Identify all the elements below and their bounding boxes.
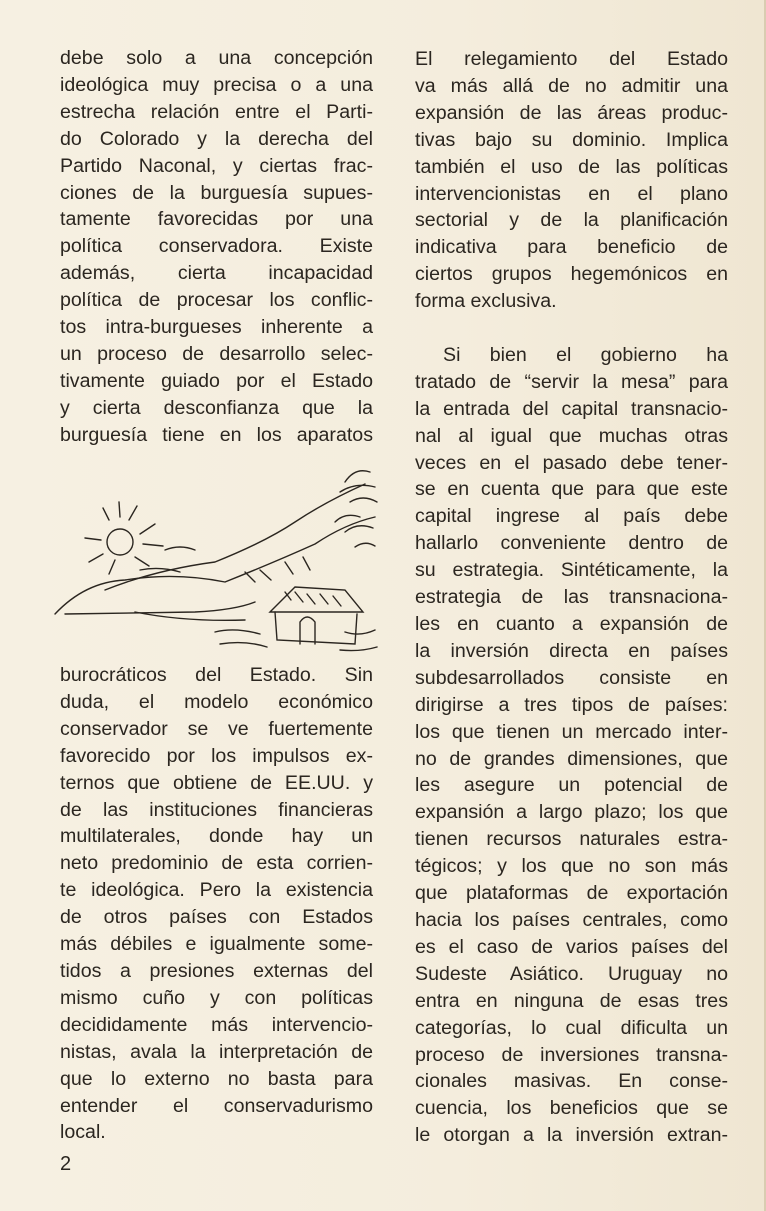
text-line: que plataformas de exportación bbox=[415, 882, 728, 905]
text-line: tivas bajo su dominio. Implica bbox=[415, 128, 728, 151]
text-line: expansión de las áreas produc- bbox=[415, 101, 728, 124]
text-line: dirigirse a tres tipos de países: bbox=[415, 693, 728, 716]
text-line: política conservadora. Existe bbox=[60, 235, 373, 258]
text-line: indicativa para beneficio de bbox=[415, 236, 728, 259]
text-line: los que tienen un mercado inter- bbox=[415, 720, 728, 743]
text-line: ciertos grupos hegemónicos en bbox=[415, 263, 728, 286]
text-line: se en cuenta que para que este bbox=[415, 478, 728, 501]
text-line: también el uso de las políticas bbox=[415, 155, 728, 178]
text-line: nal al igual que muchas otras bbox=[415, 424, 728, 447]
text-line: estrecha relación entre el Parti- bbox=[60, 100, 373, 123]
text-line: do Colorado y la derecha del bbox=[60, 127, 373, 150]
text-line: intervencionistas en el plano bbox=[415, 182, 728, 205]
text-line: burguesía tiene en los aparatos bbox=[60, 423, 373, 446]
text-line: decididamente más intervencio- bbox=[60, 1013, 373, 1036]
text-line: ciones de la burguesía supues- bbox=[60, 181, 373, 204]
right-column bbox=[415, 46, 728, 1149]
left-column-top bbox=[60, 45, 373, 449]
text-line: ideológica muy precisa o a una bbox=[60, 73, 373, 96]
text-line: tamente favorecidas por una bbox=[60, 208, 373, 231]
text-line: de las instituciones financieras bbox=[60, 798, 373, 821]
text-line: la inversión directa en países bbox=[415, 639, 728, 662]
text-line: no de grandes dimensiones, que bbox=[415, 747, 728, 770]
paragraph-relegamiento bbox=[415, 46, 728, 315]
text-line: cionales masivas. En conse- bbox=[415, 1070, 728, 1093]
text-line: favorecido por los impulsos ex- bbox=[60, 744, 373, 767]
text-line: sectorial y de la planificación bbox=[415, 209, 728, 232]
text-line: tienen recursos naturales estra- bbox=[415, 828, 728, 851]
text-line: mismo cuño y con políticas bbox=[60, 986, 373, 1009]
text-line: la entrada del capital transnacio- bbox=[415, 397, 728, 420]
text-line: tidos a presiones externas del bbox=[60, 959, 373, 982]
text-line: es el caso de varios países del bbox=[415, 935, 728, 958]
text-line: su estrategia. Sintéticamente, la bbox=[415, 559, 728, 582]
text-line: hacia los países centrales, como bbox=[415, 908, 728, 931]
text-line: categorías, lo cual dificulta un bbox=[415, 1016, 728, 1039]
text-line: multilaterales, donde hay un bbox=[60, 825, 373, 848]
text-line: más débiles e igualmente some- bbox=[60, 933, 373, 956]
text-line: de otros países con Estados bbox=[60, 906, 373, 929]
text-line: va más allá de no admitir una bbox=[415, 74, 728, 97]
text-line: un proceso de desarrollo selec- bbox=[60, 342, 373, 365]
text-line: debe solo a una concepción bbox=[60, 47, 373, 69]
text-line: política de procesar los conflic- bbox=[60, 289, 373, 312]
text-line: subdesarrollados consiste en bbox=[415, 666, 728, 689]
text-line: veces en el pasado debe tener- bbox=[415, 451, 728, 474]
text-line: tégicos; y los que no son más bbox=[415, 855, 728, 878]
text-line: les asegure un potencial de bbox=[415, 774, 728, 797]
text-line: entra en ninguna de esas tres bbox=[415, 989, 728, 1012]
text-line: El relegamiento del Estado bbox=[415, 48, 728, 70]
text-line: cuencia, los beneficios que se bbox=[415, 1097, 728, 1120]
page-number: 2 bbox=[60, 1153, 72, 1175]
text-line: les en cuanto a expansión de bbox=[415, 613, 728, 636]
text-line: Sudeste Asiático. Uruguay no bbox=[415, 962, 728, 985]
text-line: capital ingrese al país debe bbox=[415, 505, 728, 528]
text-line: forma exclusiva. bbox=[415, 290, 557, 313]
text-line: que lo externo no basta para bbox=[60, 1067, 373, 1090]
text-line: tos intra-burgueses inherente a bbox=[60, 316, 373, 339]
text-line: además, cierta incapacidad bbox=[60, 262, 373, 285]
text-line: tivamente guiado por el Estado bbox=[60, 369, 373, 392]
text-line: nistas, avala la interpretación de bbox=[60, 1040, 373, 1063]
text-line: le otorgan a la inversión extran- bbox=[415, 1124, 728, 1147]
text-line: tratado de “servir la mesa” para bbox=[415, 370, 728, 393]
text-line: entender el conservadurismo bbox=[60, 1094, 373, 1117]
text-line: Partido Naconal, y ciertas frac- bbox=[60, 154, 373, 177]
left-column-bottom bbox=[60, 662, 373, 1146]
text-line: proceso de inversiones transna- bbox=[415, 1043, 728, 1066]
text-line: te ideológica. Pero la existencia bbox=[60, 879, 373, 902]
text-line: local. bbox=[60, 1121, 106, 1144]
text-line: conservador se ve fuertemente bbox=[60, 717, 373, 740]
text-line: ternos que obtiene de EE.UU. y bbox=[60, 771, 373, 794]
text-line: Si bien el gobierno ha bbox=[443, 343, 728, 366]
text-line: hallarlo conveniente dentro de bbox=[415, 532, 728, 555]
text-line: duda, el modelo económico bbox=[60, 690, 373, 713]
text-line: neto predominio de esta corrien- bbox=[60, 852, 373, 875]
sun-hills-house-sketch-icon bbox=[45, 462, 380, 657]
text-line: burocráticos del Estado. Sin bbox=[60, 664, 373, 686]
text-line: estrategia de las transnaciona- bbox=[415, 586, 728, 609]
paragraph-si-bien bbox=[415, 342, 728, 1149]
text-line: y cierta desconfianza que la bbox=[60, 396, 373, 419]
text-line: expansión a largo plazo; los que bbox=[415, 801, 728, 824]
